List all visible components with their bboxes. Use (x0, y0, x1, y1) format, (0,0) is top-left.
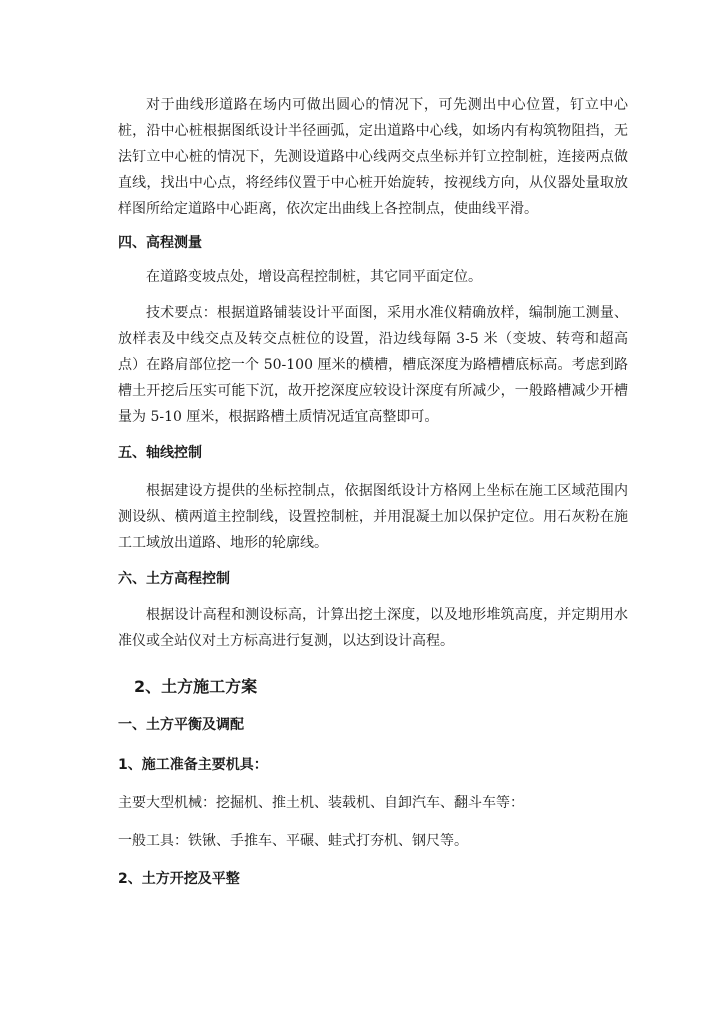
general-tools-line: 一般工具：铁锹、手推车、平碾、蛙式打夯机、钢尺等。 (118, 833, 468, 849)
earthwork-elevation-paragraph: 根据设计高程和测设标高，计算出挖土深度，以及地形堆筑高度，并定期用水准仪或全站仪对土方标高进行复测，以达到设计高程。 (118, 607, 628, 649)
section-heading-earthwork-elevation: 六、土方高程控制 (118, 571, 230, 587)
elevation-intro-paragraph: 在道路变坡点处，增设高程控制桩，其它同平面定位。 (146, 269, 482, 285)
chapter-heading-earthwork-plan: 2、土方施工方案 (134, 677, 258, 696)
sub-heading-machines: 1、施工准备主要机具： (118, 757, 268, 773)
sub-heading-excavation: 2、土方开挖及平整 (118, 871, 240, 887)
elevation-tech-paragraph: 技术要点：根据道路铺装设计平面图，采用水准仪精确放样，编制施工测量、放样表及中线交点及转交点桩位的设置，沿边线每隔 3-5 米（变坡、转弯和超高点）在路肩部位挖一个 50-100 厘米的横槽，槽底深度为路槽槽底标高。考虑到路槽土开挖后压实可能下沉，故开挖深度应较设计深度有所减少，一般路槽减少开槽量为 5-10 厘米，根据路槽土质情况适宜高整即可。 (118, 305, 628, 425)
curve-road-paragraph: 对于曲线形道路在场内可做出圆心的情况下，可先测出中心位置，钉立中心桩，沿中心桩根据图纸设计半径画弧，定出道路中心线，如场内有构筑物阻挡，无法钉立中心桩的情况下，先测设道路中心线两交点坐标并钉立控制桩，连接两点做直线，找出中心点，将经纬仪置于中心桩开始旋转，按视线方向，从仪器处量取放样图所给定道路中心距离，依次定出曲线上各控制点，使曲线平滑。 (118, 97, 628, 217)
large-machines-line: 主要大型机械：挖掘机、推土机、装载机、自卸汽车、翻斗车等： (118, 795, 524, 811)
sub-heading-balance: 一、土方平衡及调配 (118, 717, 244, 733)
section-heading-elevation: 四、高程测量 (118, 235, 202, 251)
axis-control-paragraph: 根据建设方提供的坐标控制点，依据图纸设计方格网上坐标在施工区域范围内测设纵、横两道主控制线，设置控制桩，并用混凝土加以保护定位。用石灰粉在施工工域放出道路、地形的轮廓线。 (118, 483, 628, 551)
section-heading-axis: 五、轴线控制 (118, 445, 202, 461)
